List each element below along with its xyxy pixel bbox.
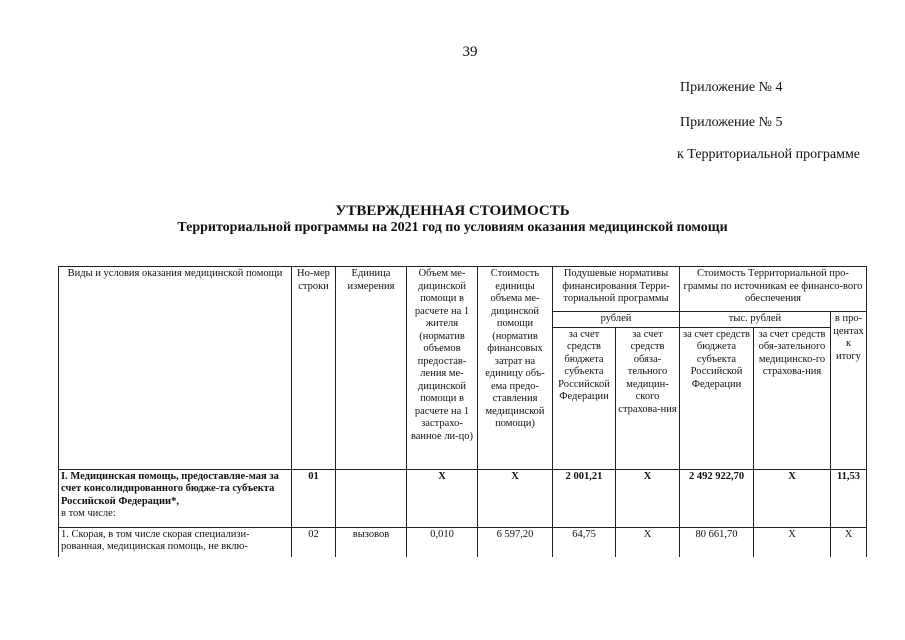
row-name-suffix: в том числе:	[61, 508, 116, 519]
row-percent: Х	[831, 527, 867, 557]
row-cost-oms: Х	[754, 527, 831, 557]
annex-line-2: Приложение № 5	[680, 115, 783, 130]
table-row	[59, 469, 867, 527]
header-thousand-rubles: тыс. рублей	[680, 312, 831, 328]
row-unit: вызовов	[336, 527, 407, 557]
header-volume: Объем ме-дицинской помощи в расчете на 1 жителя (норматив объемов предостав-ления ме-дицинской помощи в расчете на 1 застрахо-ванное ли-цо)	[407, 267, 478, 470]
row-volume: 0,010	[407, 527, 478, 557]
header-row-number: Но-мер строки	[292, 267, 336, 470]
row-unit-cost: 6 597,20	[478, 527, 553, 557]
header-per-capita-budget: за счет средств бюджета субъекта Российской Федерации	[553, 327, 616, 469]
document-subtitle: Территориальной программы на 2021 год по условиям оказания медицинской помощи	[177, 220, 728, 235]
header-unit-cost: Стоимость единицы объема ме-дицинской помощи (норматив финансовых затрат на единицу объ-ема предо-ставления медицинской помощи)	[478, 267, 553, 470]
header-cost-budget: за счет средств бюджета субъекта Российской Федерации	[680, 327, 754, 469]
table-row	[59, 527, 867, 557]
row-per-capita-budget: 2 001,21	[553, 469, 616, 527]
row-unit	[336, 469, 407, 527]
row-cost-budget: 2 492 922,70	[680, 469, 754, 527]
row-name: 1. Скорая, в том числе скорая специализи-рованная, медицинская помощь, не вклю-	[59, 527, 292, 557]
row-cost-budget: 80 661,70	[680, 527, 754, 557]
header-rubles: рублей	[553, 312, 680, 328]
header-types: Виды и условия оказания медицинской помощи	[59, 267, 292, 470]
row-unit-cost: Х	[478, 469, 553, 527]
annex-line-3: к Территориальной программе	[677, 147, 861, 162]
annex-line-1: Приложение № 4	[680, 80, 783, 95]
header-per-capita: Подушевые нормативы финансирования Терри-ториальной программы	[553, 267, 680, 312]
header-per-capita-oms: за счет средств обяза-тельного медицин-ского страхова-ния	[616, 327, 680, 469]
row-volume: Х	[407, 469, 478, 527]
row-number: 02	[292, 527, 336, 557]
page-number: 39	[462, 44, 478, 60]
document-title: УТВЕРЖДЕННАЯ СТОИМОСТЬ	[335, 203, 570, 219]
row-cost-oms: Х	[754, 469, 831, 527]
row-per-capita-oms: Х	[616, 469, 680, 527]
header-cost-oms: за счет средств обя-зательного медицинско-го страхова-ния	[754, 327, 831, 469]
row-percent: 11,53	[831, 469, 867, 527]
row-per-capita-oms: Х	[616, 527, 680, 557]
header-percent: в про-центах к итогу	[831, 312, 867, 470]
header-cost-by-source: Стоимость Территориальной про-граммы по источникам ее финансо-вого обеспечения	[680, 267, 867, 312]
header-unit: Единица измерения	[336, 267, 407, 470]
row-per-capita-budget: 64,75	[553, 527, 616, 557]
row-number: 01	[292, 469, 336, 527]
row-name: I. Медицинская помощь, предоставляе-мая за счет консолидированного бюдже-та субъекта Российской Федерации*,	[61, 470, 279, 507]
row-name-cell	[59, 469, 292, 527]
cost-table	[58, 266, 867, 557]
